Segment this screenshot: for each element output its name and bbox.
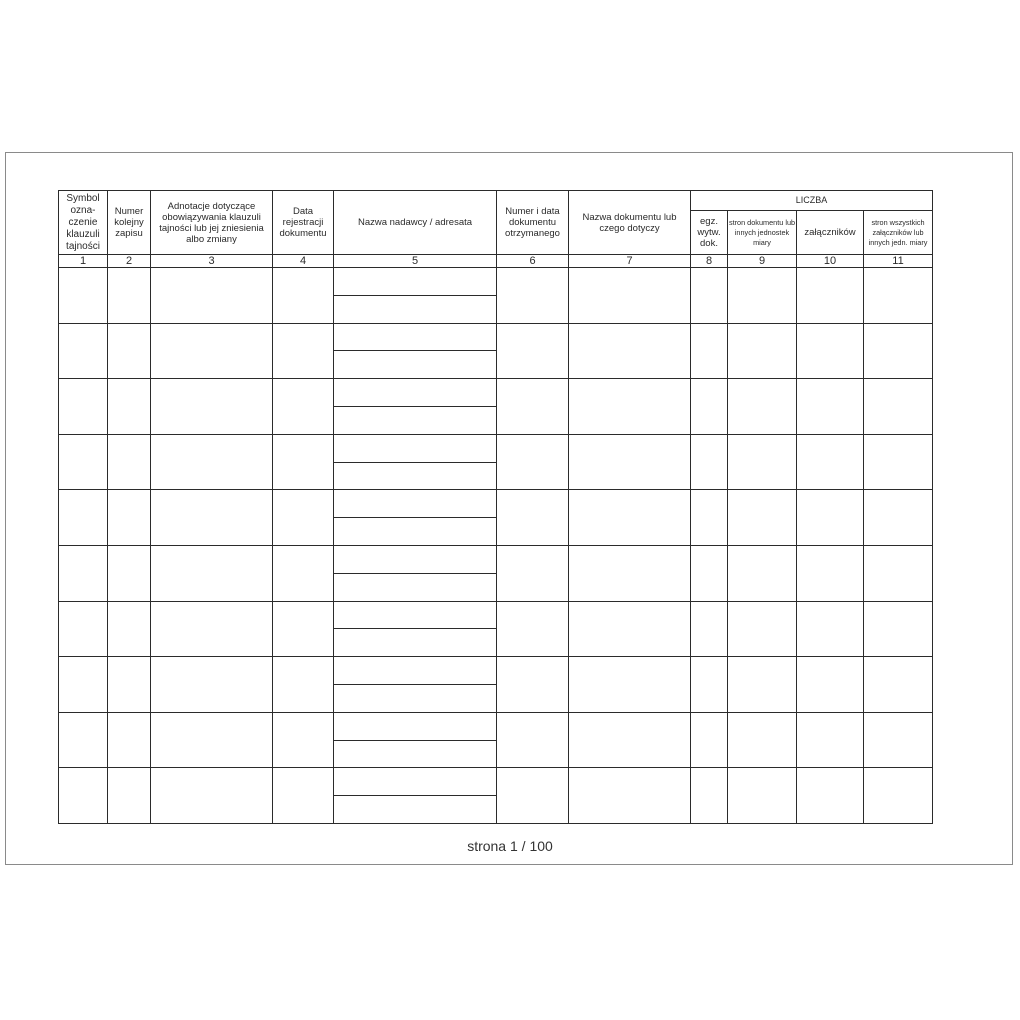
cell-nadawca[interactable] [334, 268, 497, 296]
cell-nadawca[interactable] [334, 323, 497, 351]
entry-cell[interactable] [691, 768, 728, 824]
entry-cell[interactable] [797, 379, 864, 435]
entry-cell[interactable] [569, 601, 691, 657]
cell-nadawca[interactable] [334, 768, 497, 796]
column-number: 1 [59, 255, 108, 268]
entry-cell[interactable] [108, 379, 151, 435]
entry-row [59, 768, 933, 796]
entry-cell[interactable] [273, 712, 334, 768]
entry-cell[interactable] [108, 768, 151, 824]
entry-cell[interactable] [59, 490, 108, 546]
cell-adresat[interactable] [334, 796, 497, 824]
entry-cell[interactable] [151, 601, 273, 657]
entry-cell[interactable] [497, 323, 569, 379]
entry-cell[interactable] [691, 434, 728, 490]
entry-cell[interactable] [273, 490, 334, 546]
header-liczba: LICZBA [691, 191, 933, 211]
cell-nadawca[interactable] [334, 601, 497, 629]
cell-adresat[interactable] [334, 295, 497, 323]
entry-cell[interactable] [864, 712, 933, 768]
entry-row [59, 268, 933, 296]
entry-cell[interactable] [691, 601, 728, 657]
entry-cell[interactable] [691, 379, 728, 435]
entry-cell[interactable] [151, 490, 273, 546]
entry-cell[interactable] [728, 379, 797, 435]
entry-cell[interactable] [569, 434, 691, 490]
entry-cell[interactable] [497, 657, 569, 713]
entry-cell[interactable] [108, 434, 151, 490]
entry-cell[interactable] [273, 601, 334, 657]
entry-cell[interactable] [59, 268, 108, 324]
entry-cell[interactable] [569, 323, 691, 379]
header-zalaczniki: załączników [797, 211, 864, 255]
column-number: 6 [497, 255, 569, 268]
entry-cell[interactable] [59, 323, 108, 379]
entry-cell[interactable] [797, 268, 864, 324]
entry-cell[interactable] [691, 490, 728, 546]
column-number: 11 [864, 255, 933, 268]
register-table [58, 190, 933, 824]
entry-cell[interactable] [151, 768, 273, 824]
entry-cell[interactable] [497, 434, 569, 490]
entry-cell[interactable] [569, 545, 691, 601]
entry-cell[interactable] [797, 545, 864, 601]
header-nadawca-adresat: Nazwa nadawcy / adresata [334, 191, 497, 255]
entry-cell[interactable] [108, 545, 151, 601]
entry-cell[interactable] [864, 323, 933, 379]
cell-nadawca[interactable] [334, 379, 497, 407]
column-number-row [59, 255, 933, 268]
entry-cell[interactable] [59, 601, 108, 657]
entry-cell[interactable] [728, 712, 797, 768]
entry-cell[interactable] [497, 545, 569, 601]
entry-cell[interactable] [59, 712, 108, 768]
column-number: 3 [151, 255, 273, 268]
cell-adresat[interactable] [334, 684, 497, 712]
header-nazwa-dokumentu: Nazwa dokumentu lub czego dotyczy [569, 191, 691, 255]
header-numer-i-data: Numer i data dokumentu otrzymanego [497, 191, 569, 255]
entry-cell[interactable] [797, 323, 864, 379]
entry-cell[interactable] [797, 434, 864, 490]
entry-cell[interactable] [569, 490, 691, 546]
entry-cell[interactable] [864, 268, 933, 324]
entry-cell[interactable] [497, 379, 569, 435]
entry-cell[interactable] [151, 657, 273, 713]
entry-cell[interactable] [569, 268, 691, 324]
entry-cell[interactable] [497, 268, 569, 324]
cell-nadawca[interactable] [334, 490, 497, 518]
entry-cell[interactable] [151, 379, 273, 435]
header-data-rejestracji: Data rejestracji dokumentu [273, 191, 334, 255]
entry-cell[interactable] [108, 712, 151, 768]
entry-cell[interactable] [728, 490, 797, 546]
entry-cell[interactable] [728, 601, 797, 657]
column-number: 7 [569, 255, 691, 268]
entry-cell[interactable] [691, 545, 728, 601]
header-symbol-klauzuli: Symbol ozna-czenie klauzuli tajności [59, 191, 108, 255]
cell-nadawca[interactable] [334, 434, 497, 462]
entry-cell[interactable] [273, 268, 334, 324]
entry-row [59, 545, 933, 573]
cell-nadawca[interactable] [334, 545, 497, 573]
cell-adresat[interactable] [334, 740, 497, 768]
entry-cell[interactable] [797, 601, 864, 657]
entry-row [59, 601, 933, 629]
header-adnotacje: Adnotacje dotyczące obowiązywania klauzuli tajności lub jej zniesienia albo zmiany [151, 191, 273, 255]
entry-cell[interactable] [151, 712, 273, 768]
entry-cell[interactable] [497, 712, 569, 768]
entry-cell[interactable] [273, 323, 334, 379]
entry-cell[interactable] [273, 434, 334, 490]
header-numer-kolejny: Numer kolejny zapisu [108, 191, 151, 255]
cell-nadawca[interactable] [334, 657, 497, 685]
entry-cell[interactable] [691, 323, 728, 379]
entry-cell[interactable] [151, 268, 273, 324]
entry-row [59, 490, 933, 518]
entry-cell[interactable] [497, 601, 569, 657]
cell-nadawca[interactable] [334, 712, 497, 740]
entry-row [59, 323, 933, 351]
entry-cell[interactable] [151, 545, 273, 601]
entry-cell[interactable] [59, 434, 108, 490]
entry-cell[interactable] [59, 379, 108, 435]
entry-cell[interactable] [728, 768, 797, 824]
entry-cell[interactable] [497, 490, 569, 546]
column-number: 2 [108, 255, 151, 268]
entry-cell[interactable] [797, 490, 864, 546]
entry-cell[interactable] [59, 657, 108, 713]
entry-cell[interactable] [864, 768, 933, 824]
column-number: 10 [797, 255, 864, 268]
entry-cell[interactable] [797, 712, 864, 768]
entry-rows [59, 268, 933, 824]
entry-cell[interactable] [273, 379, 334, 435]
page-number: strona 1 / 100 [467, 838, 553, 854]
entry-cell[interactable] [569, 379, 691, 435]
entry-cell[interactable] [864, 601, 933, 657]
entry-row [59, 657, 933, 685]
entry-cell[interactable] [151, 434, 273, 490]
entry-row [59, 434, 933, 462]
entry-cell[interactable] [864, 545, 933, 601]
cell-adresat[interactable] [334, 406, 497, 434]
entry-cell[interactable] [864, 379, 933, 435]
entry-cell[interactable] [728, 268, 797, 324]
entry-cell[interactable] [691, 657, 728, 713]
entry-cell[interactable] [108, 268, 151, 324]
column-number: 5 [334, 255, 497, 268]
entry-cell[interactable] [569, 712, 691, 768]
entry-cell[interactable] [59, 768, 108, 824]
entry-cell[interactable] [497, 768, 569, 824]
entry-cell[interactable] [108, 490, 151, 546]
entry-cell[interactable] [108, 323, 151, 379]
entry-cell[interactable] [273, 545, 334, 601]
cell-adresat[interactable] [334, 518, 497, 546]
entry-cell[interactable] [273, 657, 334, 713]
entry-cell[interactable] [797, 657, 864, 713]
entry-cell[interactable] [569, 768, 691, 824]
entry-cell[interactable] [691, 268, 728, 324]
entry-cell[interactable] [864, 490, 933, 546]
entry-cell[interactable] [864, 657, 933, 713]
cell-adresat[interactable] [334, 462, 497, 490]
entry-cell[interactable] [728, 323, 797, 379]
cell-adresat[interactable] [334, 351, 497, 379]
cell-adresat[interactable] [334, 573, 497, 601]
column-number: 4 [273, 255, 334, 268]
entry-cell[interactable] [728, 657, 797, 713]
entry-cell[interactable] [151, 323, 273, 379]
entry-row [59, 712, 933, 740]
entry-cell[interactable] [273, 768, 334, 824]
entry-cell[interactable] [108, 657, 151, 713]
entry-row [59, 379, 933, 407]
entry-cell[interactable] [691, 712, 728, 768]
entry-cell[interactable] [864, 434, 933, 490]
entry-cell[interactable] [569, 657, 691, 713]
cell-adresat[interactable] [334, 629, 497, 657]
header-strony-dokumentu: stron dokumentu lub innych jednostek miary [728, 211, 797, 255]
column-number: 9 [728, 255, 797, 268]
entry-cell[interactable] [797, 768, 864, 824]
header-strony-zalacznikow: stron wszystkich załączników lub innych jedn. miary [864, 211, 933, 255]
entry-cell[interactable] [59, 545, 108, 601]
entry-cell[interactable] [728, 545, 797, 601]
entry-cell[interactable] [108, 601, 151, 657]
header-egz-wytw-dok: egz. wytw. dok. [691, 211, 728, 255]
column-number: 8 [691, 255, 728, 268]
entry-cell[interactable] [728, 434, 797, 490]
